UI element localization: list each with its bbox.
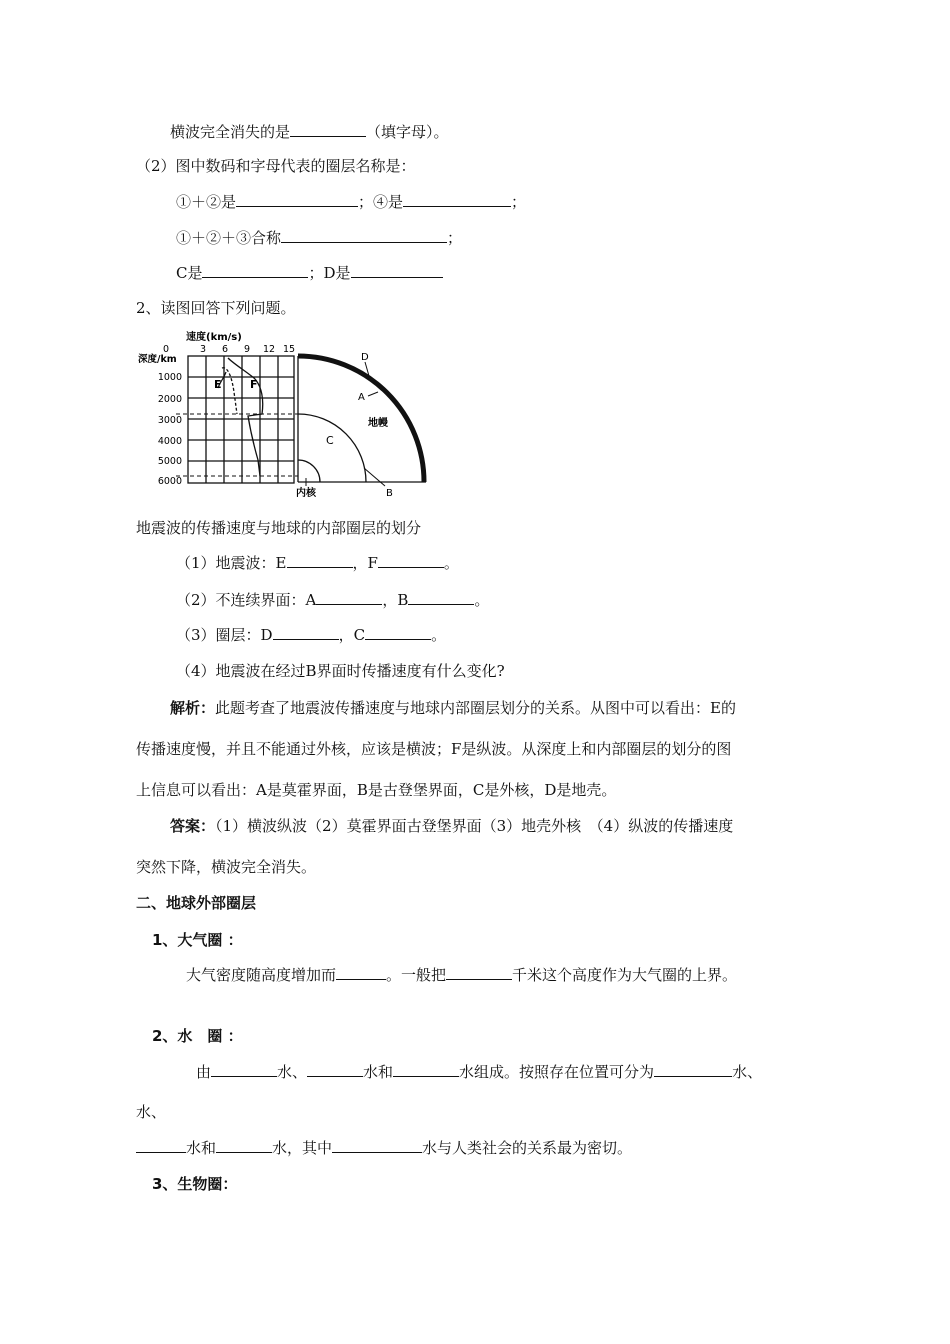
analysis-label: 解析： (170, 699, 216, 717)
blank[interactable] (351, 263, 443, 278)
depth-tick: 3000 (157, 415, 182, 426)
wave-f-label: F (250, 378, 258, 391)
label-b: B (386, 488, 393, 499)
speed-tick: 15 (282, 344, 296, 355)
blank[interactable] (316, 590, 382, 605)
q1-line-layers-a: ①＋②是 ；④是 ； (176, 193, 527, 211)
figure-caption: 地震波的传播速度与地球的内部圈层的划分 (136, 519, 422, 537)
blank[interactable] (654, 1062, 732, 1077)
label-c: C (326, 434, 334, 447)
blank[interactable] (408, 590, 474, 605)
wave-f-curve (228, 358, 263, 476)
outer-core-boundary (298, 414, 366, 482)
atmosphere-title: 1、大气圈 ： (152, 931, 243, 949)
q1-sub2: （2）图中数码和字母代表的圈层名称是： (136, 157, 416, 175)
label-a: A (358, 392, 365, 403)
answer-label: 答案： (170, 817, 216, 835)
speed-tick: 9 (243, 344, 251, 355)
q2-sub2: （2）不连续界面：A ，B 。 (176, 591, 490, 609)
atmosphere-line: 大气密度随高度增加而 。一般把 千米这个高度作为大气圈的上界。 (186, 966, 738, 984)
blank[interactable] (332, 1138, 422, 1153)
blank[interactable] (136, 1138, 186, 1153)
q2-prompt: 2、读图回答下列问题。 (136, 299, 296, 317)
blank[interactable] (446, 965, 512, 980)
seismic-wave-diagram (136, 328, 430, 500)
blank[interactable] (403, 192, 511, 207)
blank[interactable] (378, 553, 444, 568)
blank[interactable] (365, 625, 431, 640)
depth-tick: 6000 (157, 476, 182, 487)
speed-tick: 0 (162, 344, 170, 355)
depth-tick: 1000 (157, 372, 182, 383)
hydrosphere-line-3: 水和 水，其中 水与人类社会的关系最为密切。 (136, 1138, 632, 1158)
blank[interactable] (287, 553, 353, 568)
analysis-line-1: 解析：此题考查了地震波传播速度与地球内部圈层划分的关系。从图中可以看出：E的 (170, 699, 736, 717)
hydrosphere-line-1: 由 水、 水和 水组成。按照存在位置可分为 水、 (196, 1063, 763, 1081)
blank[interactable] (393, 1062, 459, 1077)
blank[interactable] (307, 1062, 363, 1077)
speed-axis-label: 速度(km/s) (186, 332, 242, 343)
label-d: D (361, 352, 369, 363)
blank[interactable] (281, 228, 447, 243)
blank[interactable] (216, 1138, 272, 1153)
blank[interactable] (211, 1062, 277, 1077)
depth-tick: 2000 (157, 394, 182, 405)
mantle-label: 地幔 (368, 418, 388, 429)
q2-sub4: （4）地震波在经过B界面时传播速度有什么变化? (176, 662, 505, 680)
speed-depth-grid (188, 356, 294, 483)
speed-tick: 3 (199, 344, 207, 355)
blank[interactable] (273, 625, 339, 640)
depth-tick: 4000 (157, 436, 182, 447)
speed-tick: 12 (262, 344, 276, 355)
answer-line-2: 突然下降，横波完全消失。 (136, 858, 317, 876)
q2-sub1: （1）地震波：E ，F 。 (176, 554, 459, 572)
q1-line-layers-c: C是 ；D是 (176, 263, 443, 283)
blank[interactable] (290, 122, 366, 137)
blank[interactable] (236, 192, 358, 207)
a-leader (368, 392, 378, 396)
section-heading: 二、地球外部圈层 (136, 894, 257, 912)
crust-arc (298, 356, 424, 482)
inner-core-boundary (298, 460, 320, 482)
hydrosphere-line-2: 水、 (136, 1103, 167, 1121)
speed-tick: 6 (221, 344, 229, 355)
blank[interactable] (202, 263, 308, 278)
q1-line-shear-wave: 横波完全消失的是 （填字母）。 (170, 123, 449, 141)
b-leader (364, 468, 385, 486)
inner-core-label: 内核 (296, 488, 316, 499)
answer-line-1: 答案：（1）横波纵波（2）莫霍界面古登堡界面（3）地壳外核 （4）纵波的传播速度 (170, 817, 734, 835)
analysis-line-3: 上信息可以看出：A是莫霍界面，B是古登堡界面，C是外核，D是地壳。 (136, 781, 617, 799)
depth-axis-label: 深度/km (138, 354, 177, 365)
depth-tick: 5000 (157, 456, 182, 467)
hydrosphere-title: 2、水 圈 ： (152, 1027, 243, 1045)
q1-line-layers-b: ①＋②＋③合称 ； (176, 229, 463, 247)
q2-sub3: （3）圈层：D ，C 。 (176, 626, 447, 644)
wave-e-label: E (214, 378, 222, 391)
blank[interactable] (336, 965, 386, 980)
analysis-line-2: 传播速度慢，并且不能通过外核，应该是横波；F是纵波。从深度上和内部圈层的划分的图 (136, 740, 732, 758)
biosphere-title: 3、生物圈： (152, 1175, 238, 1193)
